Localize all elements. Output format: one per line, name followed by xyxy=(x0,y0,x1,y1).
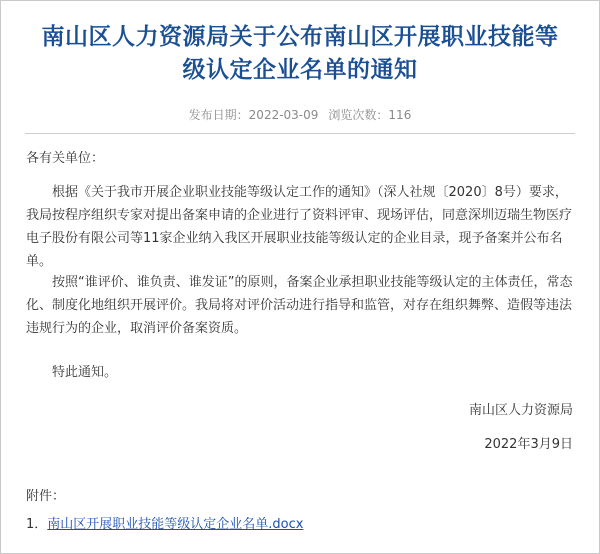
signature-date: 2022年3月9日 xyxy=(484,437,573,452)
title-divider xyxy=(25,133,575,134)
attachment-link[interactable]: 南山区开展职业技能等级认定企业名单.docx xyxy=(47,517,304,532)
article-meta xyxy=(1,107,599,123)
attachments-label: 附件： xyxy=(26,489,66,504)
signature-organization: 南山区人力资源局 xyxy=(468,403,573,418)
salutation: 各有关单位： xyxy=(26,151,105,166)
body-paragraph-3: 特此通知。 xyxy=(52,365,118,380)
title-line-2: 级认定企业名单的通知 xyxy=(182,57,418,83)
attachment-item xyxy=(26,513,303,536)
view-count: 浏览次数：116 xyxy=(328,108,412,122)
body-paragraph-2: 按照“谁评价、谁负责、谁发证”的原则，备案企业承担职业技能等级认定的主体责任，常态化、制度化地组织开展评价。我局将对评价活动进行指导和监管，对存在组织舞弊、造假等违法违规行为的企业，取消评价备案资质。 xyxy=(26,275,573,336)
publish-date: 发布日期：2022-03-09 xyxy=(188,108,319,122)
body-paragraph-1: 根据《关于我市开展企业职业技能等级认定工作的通知》（深人社规〔2020〕8号）要求，我局按程序组织专家对提出备案申请的企业进行了资料评审、现场评估，同意深圳迈瑞生物医疗电子股份有限公司等11家企业纳入我区开展职业技能等级认定的企业目录，现予备案并公布名单。 xyxy=(26,185,573,269)
attachment-number: 1． xyxy=(26,517,48,532)
page-title xyxy=(1,21,599,87)
title-line-1: 南山区人力资源局关于公布南山区开展职业技能等 xyxy=(41,24,559,50)
